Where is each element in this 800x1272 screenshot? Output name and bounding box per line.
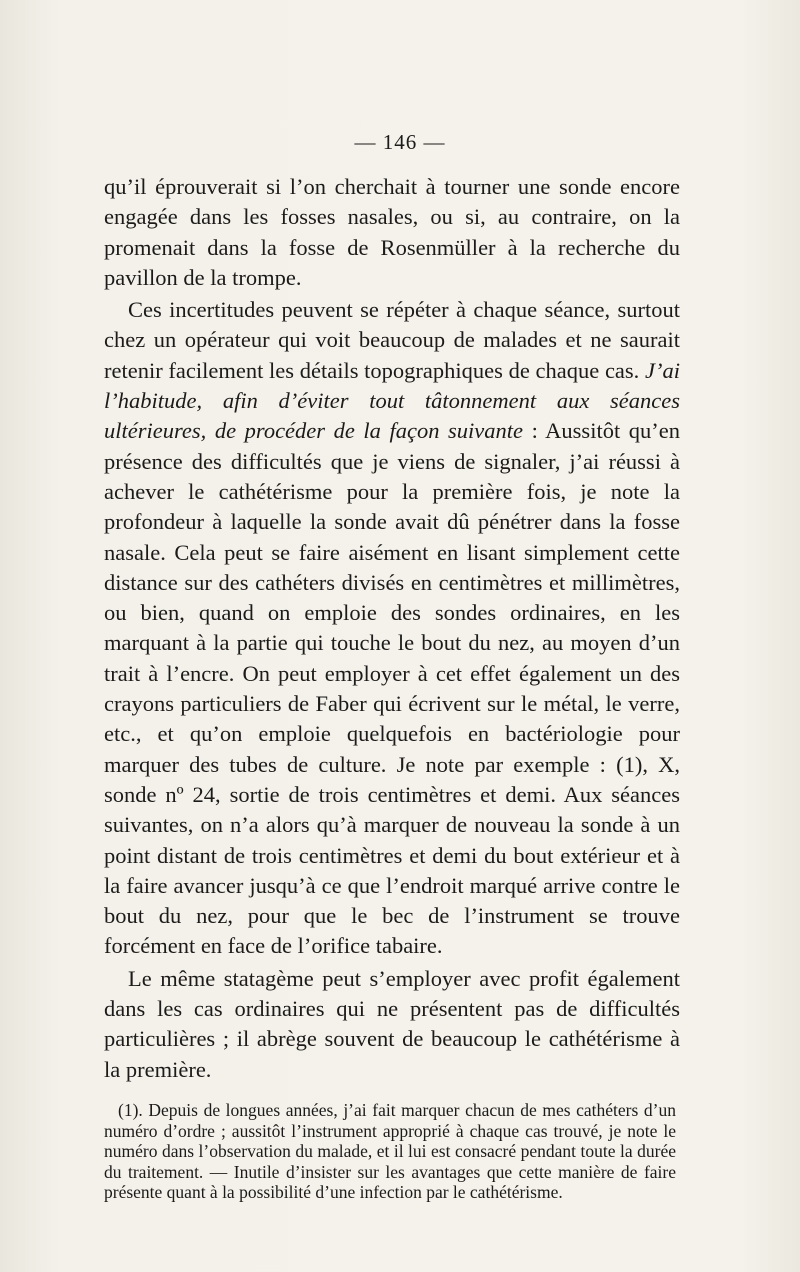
paragraph-continuation: qu’il éprouverait si l’on cherchait à tourner une sonde encore engagée dans les fosses nasales, ou si, au contraire, on la promenait dans la fosse de Rosenmüller à la recherche du pavillon de la trompe. — [104, 174, 680, 290]
paragraph-text-before-italic: Ces incertitudes peuvent se répéter à chaque séance, surtout chez un opérateur qui voit beaucoup de malades et ne saurait retenir facilement les détails topographiques de chaque cas. — [104, 297, 680, 383]
paragraph-text-after-italic: : Aussitôt qu’en présence des difficultés que je viens de signaler, j’ai réussi à achever le cathétérisme pour la première fois, je note la profondeur à laquelle la sonde avait dû pénétrer dans la fosse nasale. Cela peut se faire aisément en lisant simplement cette distance sur des cathéters divisés en centimètres et millimètres, ou bien, quand on emploie des sondes ordinaires, en les marquant à la partie qui touche le bout du nez, au moyen d’un trait à l’encre. On peut employer à cet effet également un des crayons particuliers de Faber qui écrivent sur le métal, le verre, etc., et qu’on emploie quelquefois en bactériologie pour marquer des tubes de culture. Je note par exemple : (1), X, sonde nº 24, sortie de trois centimètres et demi. Aux séances suivantes, on n’a alors qu’à marquer de nouveau la sonde à un point distant de trois centimètres et demi du bout extérieur et à la faire avancer jusqu’à ce que l’endroit marqué arrive contre le bout du nez, pour que le bec de l’instrument se trouve forcément en face de l’orifice tabaire. — [104, 418, 680, 959]
page-number: — 146 — — [354, 130, 446, 154]
footnote-1: (1). Depuis de longues années, j’ai fait marquer chacun de mes cathéters d’un numéro d’ordre ; aussitôt l’instrument approprié à chaque cas trouvé, je note le numéro dans l’observation du malade, et il lui est consacré pendant toute la durée du traitement. — Inutile d’insister sur les avantages que cette manière de faire présente quant à la possibilité d’une infection par le cathétérisme. — [104, 1100, 676, 1203]
paragraph-incertitudes — [104, 295, 680, 962]
footnote-block — [104, 1100, 676, 1203]
main-text — [104, 172, 680, 1085]
paragraph-stratageme: Le même statagème peut s’employer avec profit également dans les cas ordinaires qui ne présentent pas de difficultés particulières ; il abrège souvent de beaucoup le cathétérisme à la première. — [104, 965, 680, 1082]
italic-phrase: J’ai l’habitude, afin d’éviter tout tâtonnement aux séances ultérieures, de procéder de la façon suivante — [104, 357, 680, 444]
